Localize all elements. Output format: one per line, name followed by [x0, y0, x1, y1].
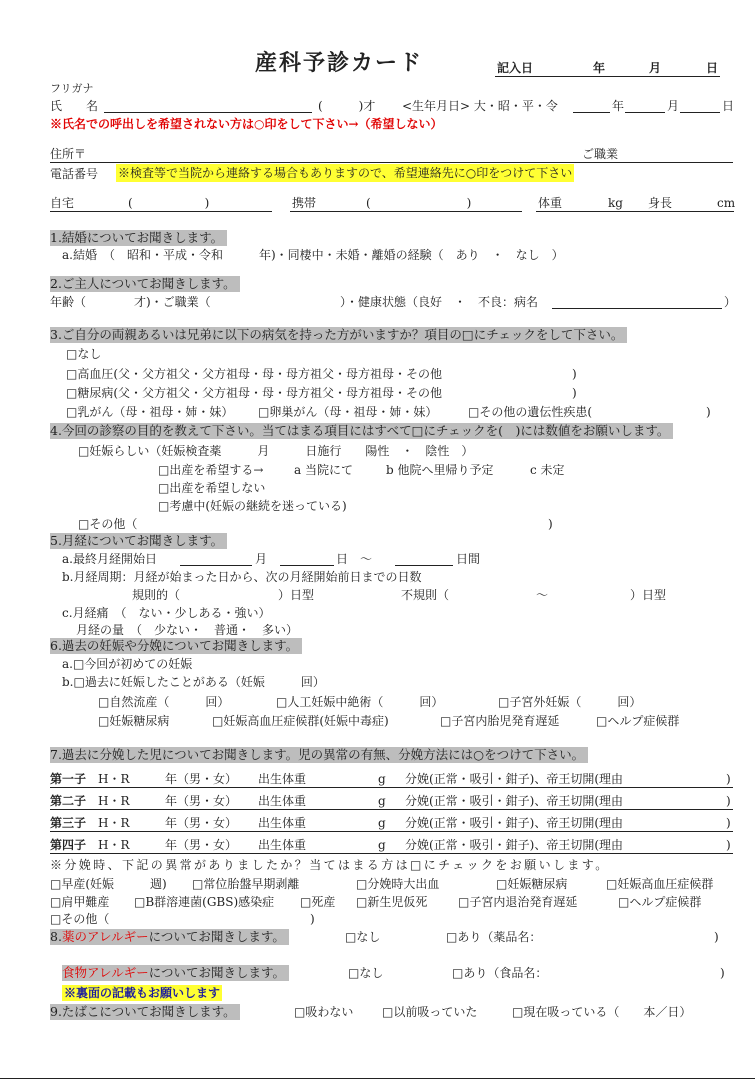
deliver-option-c[interactable]: c 未定	[530, 463, 565, 477]
period-pain[interactable]: c.月経痛 （ ない・少しある・強い）	[62, 606, 271, 620]
family-history-ovarian-cancer[interactable]: □卵巣がん（母・祖母・姉・妹）	[258, 405, 438, 419]
weight-unit: kg	[608, 196, 623, 210]
back-side-notice: ※裏面の記載もお願いします	[64, 986, 221, 1000]
page-title: 産科予診カード	[255, 50, 424, 76]
birth-day-field[interactable]	[680, 112, 720, 113]
section-5-title: 5.月経についてお聞きします。	[50, 533, 227, 549]
last-period-month-label: 月	[255, 552, 268, 566]
name-call-notice: ※氏名での呼出しを希望されない方は○印をして下さい→（希望しない）	[50, 117, 443, 131]
cycle-irregular-close: ）日型	[630, 588, 667, 602]
history-gdm[interactable]: □妊娠糖尿病	[98, 714, 170, 728]
mobile-phone-label: 携帯	[292, 196, 317, 210]
date-label: 記入日	[497, 61, 534, 75]
child-hr: H・R	[98, 794, 130, 808]
husband-disease-field[interactable]	[552, 308, 722, 309]
child-label: 第四子	[50, 838, 87, 852]
drug-allergy-label: 薬のアレルギー	[61, 929, 149, 944]
child-weight-unit: g	[378, 794, 386, 808]
name-label: 氏 名	[50, 99, 99, 113]
section-6-title: 6.過去の妊娠や分娩についてお聞きします。	[50, 638, 302, 654]
birth-year-field[interactable]	[573, 112, 610, 113]
period-length-field[interactable]	[395, 565, 453, 566]
comp-asphyxia[interactable]: □新生児仮死	[356, 895, 428, 909]
name-field[interactable]	[104, 112, 312, 113]
comp-stillbirth[interactable]: □死産	[300, 895, 336, 909]
child-delivery-method[interactable]: 分娩(正常・吸引・鉗子)、帝王切開(理由	[405, 838, 624, 852]
occupation-label: ご職業	[582, 147, 619, 161]
purpose-other-close: )	[548, 517, 553, 531]
comp-abruption[interactable]: □常位胎盤早期剥離	[192, 877, 300, 891]
cycle-question: b.月経周期：月経が始まった日から、次の月経開始前日までの日数	[62, 570, 422, 584]
child-close: )	[726, 838, 731, 852]
section-1-title: 1.結婚についてお聞きします。	[50, 230, 227, 246]
purpose-pregnancy[interactable]: □妊娠らしい（妊娠検査薬 月 日施行 陽性 ・ 陰性 ）	[78, 444, 474, 458]
history-ectopic[interactable]: □子宮外妊娠（ 回）	[498, 695, 642, 709]
last-period-label: a.最終月経開始日	[62, 552, 157, 566]
home-phone-field[interactable]: ( )	[128, 196, 210, 210]
home-phone-underline	[50, 211, 272, 212]
delivery-complication-question: ※分娩時、下記の異常がありましたか？当てはまる方は□にチェックをお願いします。	[50, 858, 610, 872]
page-bottom-rule	[0, 1078, 755, 1079]
child-weight-unit: g	[378, 816, 386, 830]
diabetes-close: )	[572, 386, 577, 400]
previous-pregnancy[interactable]: b.□過去に妊娠したことがある（妊娠 回）	[62, 675, 325, 689]
cycle-irregular-tilde: ～	[536, 588, 549, 602]
cycle-irregular[interactable]: 不規則（	[401, 588, 450, 602]
drug-allergy-question: についてお聞きします。	[148, 929, 285, 944]
section-7-title: 7.過去に分娩した児についてお聞きします。児の異常の有無、分娩方法には○をつけて下さい。	[50, 747, 588, 763]
food-allergy-label: 食物アレルギー	[62, 965, 149, 980]
husband-health[interactable]: ）・健康状態（良好 ・ 不良：病名	[340, 295, 539, 309]
address-field[interactable]	[50, 162, 733, 163]
hypertension-close: )	[572, 367, 577, 381]
comp-fgr[interactable]: □子宮内退治発育遅延	[458, 895, 578, 909]
birth-month-label: 月	[667, 99, 680, 113]
history-abortion[interactable]: □人工妊娠中絶術（ 回）	[276, 695, 444, 709]
child-delivery-method[interactable]: 分娩(正常・吸引・鉗子)、帝王切開(理由	[405, 816, 624, 830]
family-history-diabetes[interactable]: □糖尿病(父・父方祖父・父方祖母・母・母方祖父・母方祖母・その他	[66, 386, 443, 400]
child-underline	[50, 809, 733, 810]
child-delivery-method[interactable]: 分娩(正常・吸引・鉗子)、帝王切開(理由	[405, 794, 624, 808]
comp-hdp[interactable]: □妊娠高血圧症候群	[606, 877, 714, 891]
home-phone-label: 自宅	[50, 196, 75, 210]
child-underline	[50, 853, 733, 854]
date-month: 月	[649, 61, 662, 75]
cycle-regular[interactable]: 規則的（	[132, 588, 181, 602]
drug-allergy-none[interactable]: □なし	[345, 930, 381, 944]
purpose-deliver[interactable]: □出産を希望する→	[158, 463, 264, 477]
birth-month-field[interactable]	[625, 112, 665, 113]
comp-gbs[interactable]: □B群溶連菌(GBS)感染症	[134, 895, 275, 909]
purpose-no-deliver[interactable]: □出産を希望しない	[158, 481, 266, 495]
child-birth-weight: 出生体重	[258, 816, 307, 830]
birth-day-label: 日	[722, 99, 735, 113]
food-allergy-none[interactable]: □なし	[348, 966, 384, 980]
child-label: 第三子	[50, 816, 87, 830]
family-history-hypertension[interactable]: □高血圧(父・父方祖父・父方祖母・母・母方祖父・母方祖母・その他	[66, 367, 443, 381]
date-day: 日	[706, 61, 719, 75]
mobile-phone-field[interactable]: ( )	[366, 196, 472, 210]
family-history-other[interactable]: □その他の遺伝性疾患(	[468, 405, 593, 419]
child-label: 第二子	[50, 794, 87, 808]
food-allergy-close: )	[720, 966, 725, 980]
comp-gdm[interactable]: □妊娠糖尿病	[496, 877, 568, 891]
period-length-label: 日間	[456, 552, 481, 566]
child-label: 第一子	[50, 772, 87, 786]
child-close: )	[726, 816, 731, 830]
section-2-title: 2.ご主人についてお聞きします。	[50, 276, 240, 292]
comp-preterm[interactable]: □早産(妊娠 週)	[50, 877, 167, 891]
child-sex[interactable]: 年（男・女）	[165, 838, 238, 852]
husband-health-close: ）	[724, 295, 737, 309]
weight-label: 体重	[538, 196, 563, 210]
family-history-none[interactable]: □なし	[66, 347, 102, 361]
food-allergy-title	[62, 965, 289, 981]
height-label: 身長	[648, 196, 673, 210]
phone-label: 電話番号	[50, 167, 99, 181]
height-unit: cm	[717, 196, 736, 210]
last-period-day-label: 日 ～	[336, 552, 373, 566]
child-hr: H・R	[98, 816, 130, 830]
address-label: 住所〒	[50, 147, 87, 161]
drug-allergy-close: )	[714, 930, 719, 944]
date-underline[interactable]	[495, 76, 720, 77]
smoking-current[interactable]: □現在吸っている（ 本／日）	[512, 1005, 692, 1019]
body-metrics-field[interactable]	[536, 211, 734, 212]
date-year: 年	[593, 61, 606, 75]
child-underline	[50, 787, 733, 788]
child-weight-unit: g	[378, 838, 386, 852]
food-allergy-question: についてお聞きします。	[148, 965, 285, 980]
child-close: )	[726, 772, 731, 786]
age-field[interactable]: ( )才	[318, 99, 376, 113]
comp-hellp[interactable]: □ヘルプ症候群	[618, 895, 702, 909]
phone-notice: ※検査等で当院から連絡する場合もありますので、希望連絡先に○印をつけて下さい	[118, 166, 573, 180]
child-hr: H・R	[98, 838, 130, 852]
birth-label: <生年月日> 大・昭・平・令	[402, 99, 558, 113]
furigana-label: フリガナ	[50, 82, 94, 95]
history-hellp[interactable]: □ヘルプ症候群	[596, 714, 680, 728]
comp-other[interactable]: □その他（	[50, 912, 110, 926]
husband-age-occupation[interactable]: 年齢（ 才)・ご職業（	[50, 295, 211, 309]
section-4-title: 4.今回の診察の目的を教えて下さい。当てはまる項目にはすべて□にチェックを( )には数値をお願いします。	[50, 423, 673, 439]
section-9-title: 9.たばこについてお聞きします。	[50, 1004, 240, 1020]
child-close: )	[726, 794, 731, 808]
history-hdp[interactable]: □妊娠高血圧症候群(妊娠中毒症)	[212, 714, 389, 728]
drug-allergy-yes[interactable]: □あり（薬品名：	[446, 930, 542, 944]
last-period-day-field[interactable]	[280, 565, 334, 566]
child-weight-unit: g	[378, 772, 386, 786]
comp-shoulder-dystocia[interactable]: □肩甲難産	[50, 895, 110, 909]
section-8-drug-title	[50, 929, 289, 945]
purpose-considering[interactable]: □考慮中(妊娠の継続を迷っている)	[158, 499, 347, 513]
child-underline	[50, 831, 733, 832]
history-miscarriage[interactable]: □自然流産（ 回）	[98, 695, 230, 709]
child-birth-weight: 出生体重	[258, 772, 307, 786]
smoking-former[interactable]: □以前吸っていた	[382, 1005, 478, 1019]
child-birth-weight: 出生体重	[258, 794, 307, 808]
section-3-title: 3.ご自分の両親あるいは兄弟に以下の病気を持った方がいますか？項目の□にチェックをして下さい。	[50, 327, 627, 343]
first-pregnancy[interactable]: a.□今回が初めての妊娠	[62, 657, 193, 671]
comp-other-close: )	[310, 912, 315, 926]
cycle-regular-close: ）日型	[278, 588, 315, 602]
deliver-option-b[interactable]: b 他院へ里帰り予定	[386, 463, 494, 477]
child-delivery-method[interactable]: 分娩(正常・吸引・鉗子)、帝王切開(理由	[405, 772, 624, 786]
last-period-month-field[interactable]	[180, 565, 252, 566]
section-8-number: 8.	[50, 929, 62, 944]
food-allergy-yes[interactable]: □あり（食品名：	[452, 966, 548, 980]
history-fgr[interactable]: □子宮内胎児発育遅延	[440, 714, 560, 728]
child-hr: H・R	[98, 772, 130, 786]
family-history-breast-cancer[interactable]: □乳がん（母・祖母・姉・妹）	[66, 405, 234, 419]
child-sex[interactable]: 年（男・女）	[165, 794, 238, 808]
marriage-question[interactable]: a.結婚 （ 昭和・平成・令和 年)・同棲中・未婚・離婚の経験（ あり ・ なし ）	[62, 248, 564, 262]
purpose-other[interactable]: □その他（	[78, 517, 138, 531]
child-sex[interactable]: 年（男・女）	[165, 816, 238, 830]
period-amount[interactable]: 月経の量 （ 少ない・ 普通・ 多い）	[76, 623, 299, 637]
child-sex[interactable]: 年（男・女）	[165, 772, 238, 786]
family-history-other-close: )	[706, 405, 711, 419]
deliver-option-a[interactable]: a 当院にて	[294, 463, 353, 477]
birth-year-label: 年	[612, 99, 625, 113]
smoking-never[interactable]: □吸わない	[294, 1005, 354, 1019]
comp-hemorrhage[interactable]: □分娩時大出血	[356, 877, 440, 891]
mobile-phone-underline	[290, 211, 522, 212]
child-birth-weight: 出生体重	[258, 838, 307, 852]
